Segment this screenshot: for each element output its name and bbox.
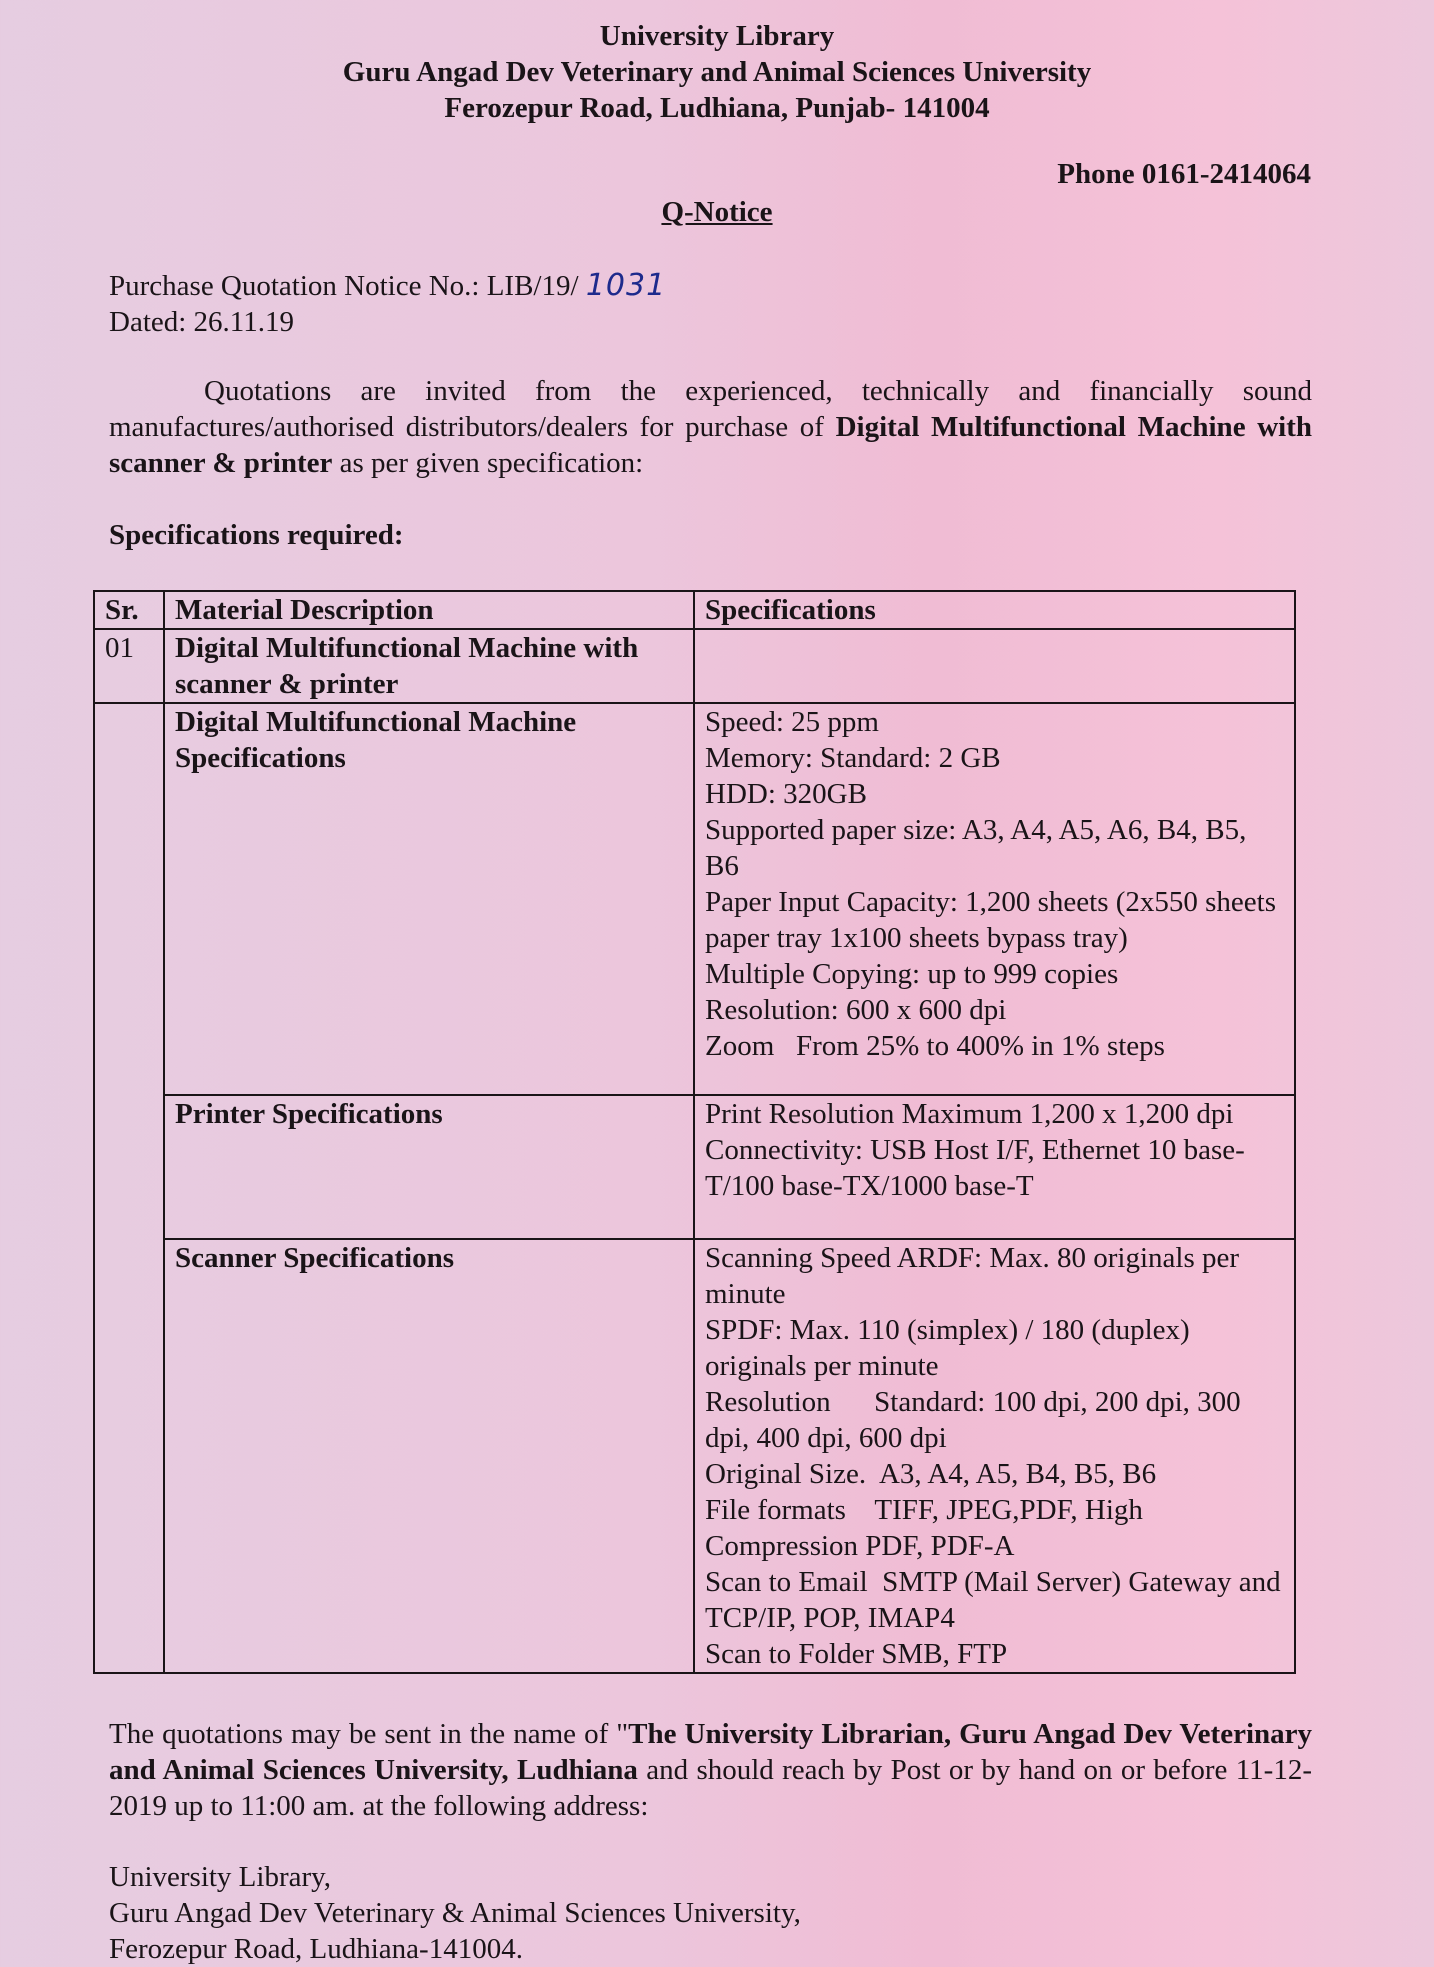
spec-line: File formats TIFF, JPEG,PDF, High Compression PDF, PDF-A (705, 1494, 1151, 1562)
row-material-description: Digital Multifunctional Machine Specifications (164, 703, 694, 1095)
intro-text-pre: Quotations are invited from the experienced, technically and financially sound manufactures/authorised distributors/dealers for purchase of (109, 375, 1312, 443)
row-specifications (694, 1239, 1295, 1673)
header-line-2: Guru Angad Dev Veterinary and Animal Sciences University (342, 56, 1092, 88)
row-material-description: Digital Multifunctional Machine with scanner & printer (164, 629, 694, 703)
spec-line: Scan to Email SMTP (Mail Server) Gateway and TCP/IP, POP, IMAP4 (705, 1566, 1288, 1634)
row-specifications (694, 1095, 1295, 1239)
header-line-3: Ferozepur Road, Ludhiana, Punjab- 141004 (444, 92, 990, 124)
notice-date: Dated: 26.11.19 (109, 306, 294, 338)
table-header-row (94, 591, 1295, 629)
table-row (94, 629, 1295, 703)
intro-text-bold: Digital Multifunctional Machine with scanner & printer (109, 411, 1312, 479)
row-sr-number (94, 703, 164, 1673)
spec-line: Scan to Folder SMB, FTP (705, 1638, 1008, 1670)
spec-line: Original Size. A3, A4, A5, B4, B5, B6 (705, 1458, 1157, 1490)
outro-text-pre: The quotations may be sent in the name of " (109, 1718, 629, 1750)
table-row (94, 1095, 1295, 1239)
row-material-description: Scanner Specifications (164, 1239, 694, 1673)
specifications-heading: Specifications required: (109, 519, 404, 551)
notice-number-handwritten: 1031 (585, 268, 667, 303)
spec-line: Connectivity: USB Host I/F, Ethernet 10 base-T/100 base-TX/1000 base-T (705, 1134, 1245, 1202)
spec-line: Scanning Speed ARDF: Max. 80 originals per minute (705, 1242, 1240, 1310)
address-line: Guru Angad Dev Veterinary & Animal Sciences University, (109, 1897, 801, 1929)
spec-line: Zoom From 25% to 400% in 1% steps (705, 1030, 1165, 1062)
spec-line: Speed: 25 ppm (705, 706, 879, 738)
table-row (94, 1239, 1295, 1673)
row-sr-number: 01 (94, 629, 164, 703)
intro-text-post: as per given specification: (332, 447, 644, 479)
header-material-description: Material Description (164, 591, 694, 629)
row-material-description: Printer Specifications (164, 1095, 694, 1239)
spec-line: Print Resolution Maximum 1,200 x 1,200 dpi (705, 1098, 1234, 1130)
spec-line: Resolution Standard: 100 dpi, 200 dpi, 300 dpi, 400 dpi, 600 dpi (705, 1386, 1248, 1454)
row-specifications (694, 629, 1295, 703)
submission-paragraph (109, 1716, 1312, 1824)
notice-number (109, 268, 666, 304)
notice-title: Q-Notice (661, 196, 773, 228)
outro-text-bold: The University Librarian, Guru Angad Dev Veterinary and Animal Sciences University, Ludhiana (109, 1718, 1313, 1786)
spec-line: Multiple Copying: up to 999 copies (705, 958, 1119, 990)
spec-line: Memory: Standard: 2 GB (705, 742, 1001, 774)
spec-line: HDD: 320GB (705, 778, 867, 810)
address-line: Ferozepur Road, Ludhiana-141004. (109, 1933, 523, 1965)
header-specifications: Specifications (694, 591, 1295, 629)
spec-line: SPDF: Max. 110 (simplex) / 180 (duplex) originals per minute (705, 1314, 1190, 1382)
header-line-1: University Library (599, 20, 835, 52)
specifications-table (93, 590, 1296, 1674)
row-specifications (694, 703, 1295, 1095)
address-line: University Library, (109, 1861, 332, 1893)
address-block (109, 1859, 801, 1967)
outro-text-post: and should reach by Post or by hand on or before 11-12-2019 up to 11:00 am. at the following address: (109, 1754, 1312, 1822)
spec-line: Supported paper size: A3, A4, A5, A6, B4, B5, B6 (705, 814, 1247, 882)
header-sr: Sr. (94, 591, 164, 629)
spec-line: Resolution: 600 x 600 dpi (705, 994, 1007, 1026)
phone-number: Phone 0161-2414064 (1057, 158, 1311, 190)
notice-number-label: Purchase Quotation Notice No.: LIB/19/ (109, 270, 579, 302)
spec-line: Paper Input Capacity: 1,200 sheets (2x550 sheets paper tray 1x100 sheets bypass tray) (705, 886, 1277, 954)
table-row (94, 703, 1295, 1095)
intro-paragraph (109, 373, 1312, 481)
